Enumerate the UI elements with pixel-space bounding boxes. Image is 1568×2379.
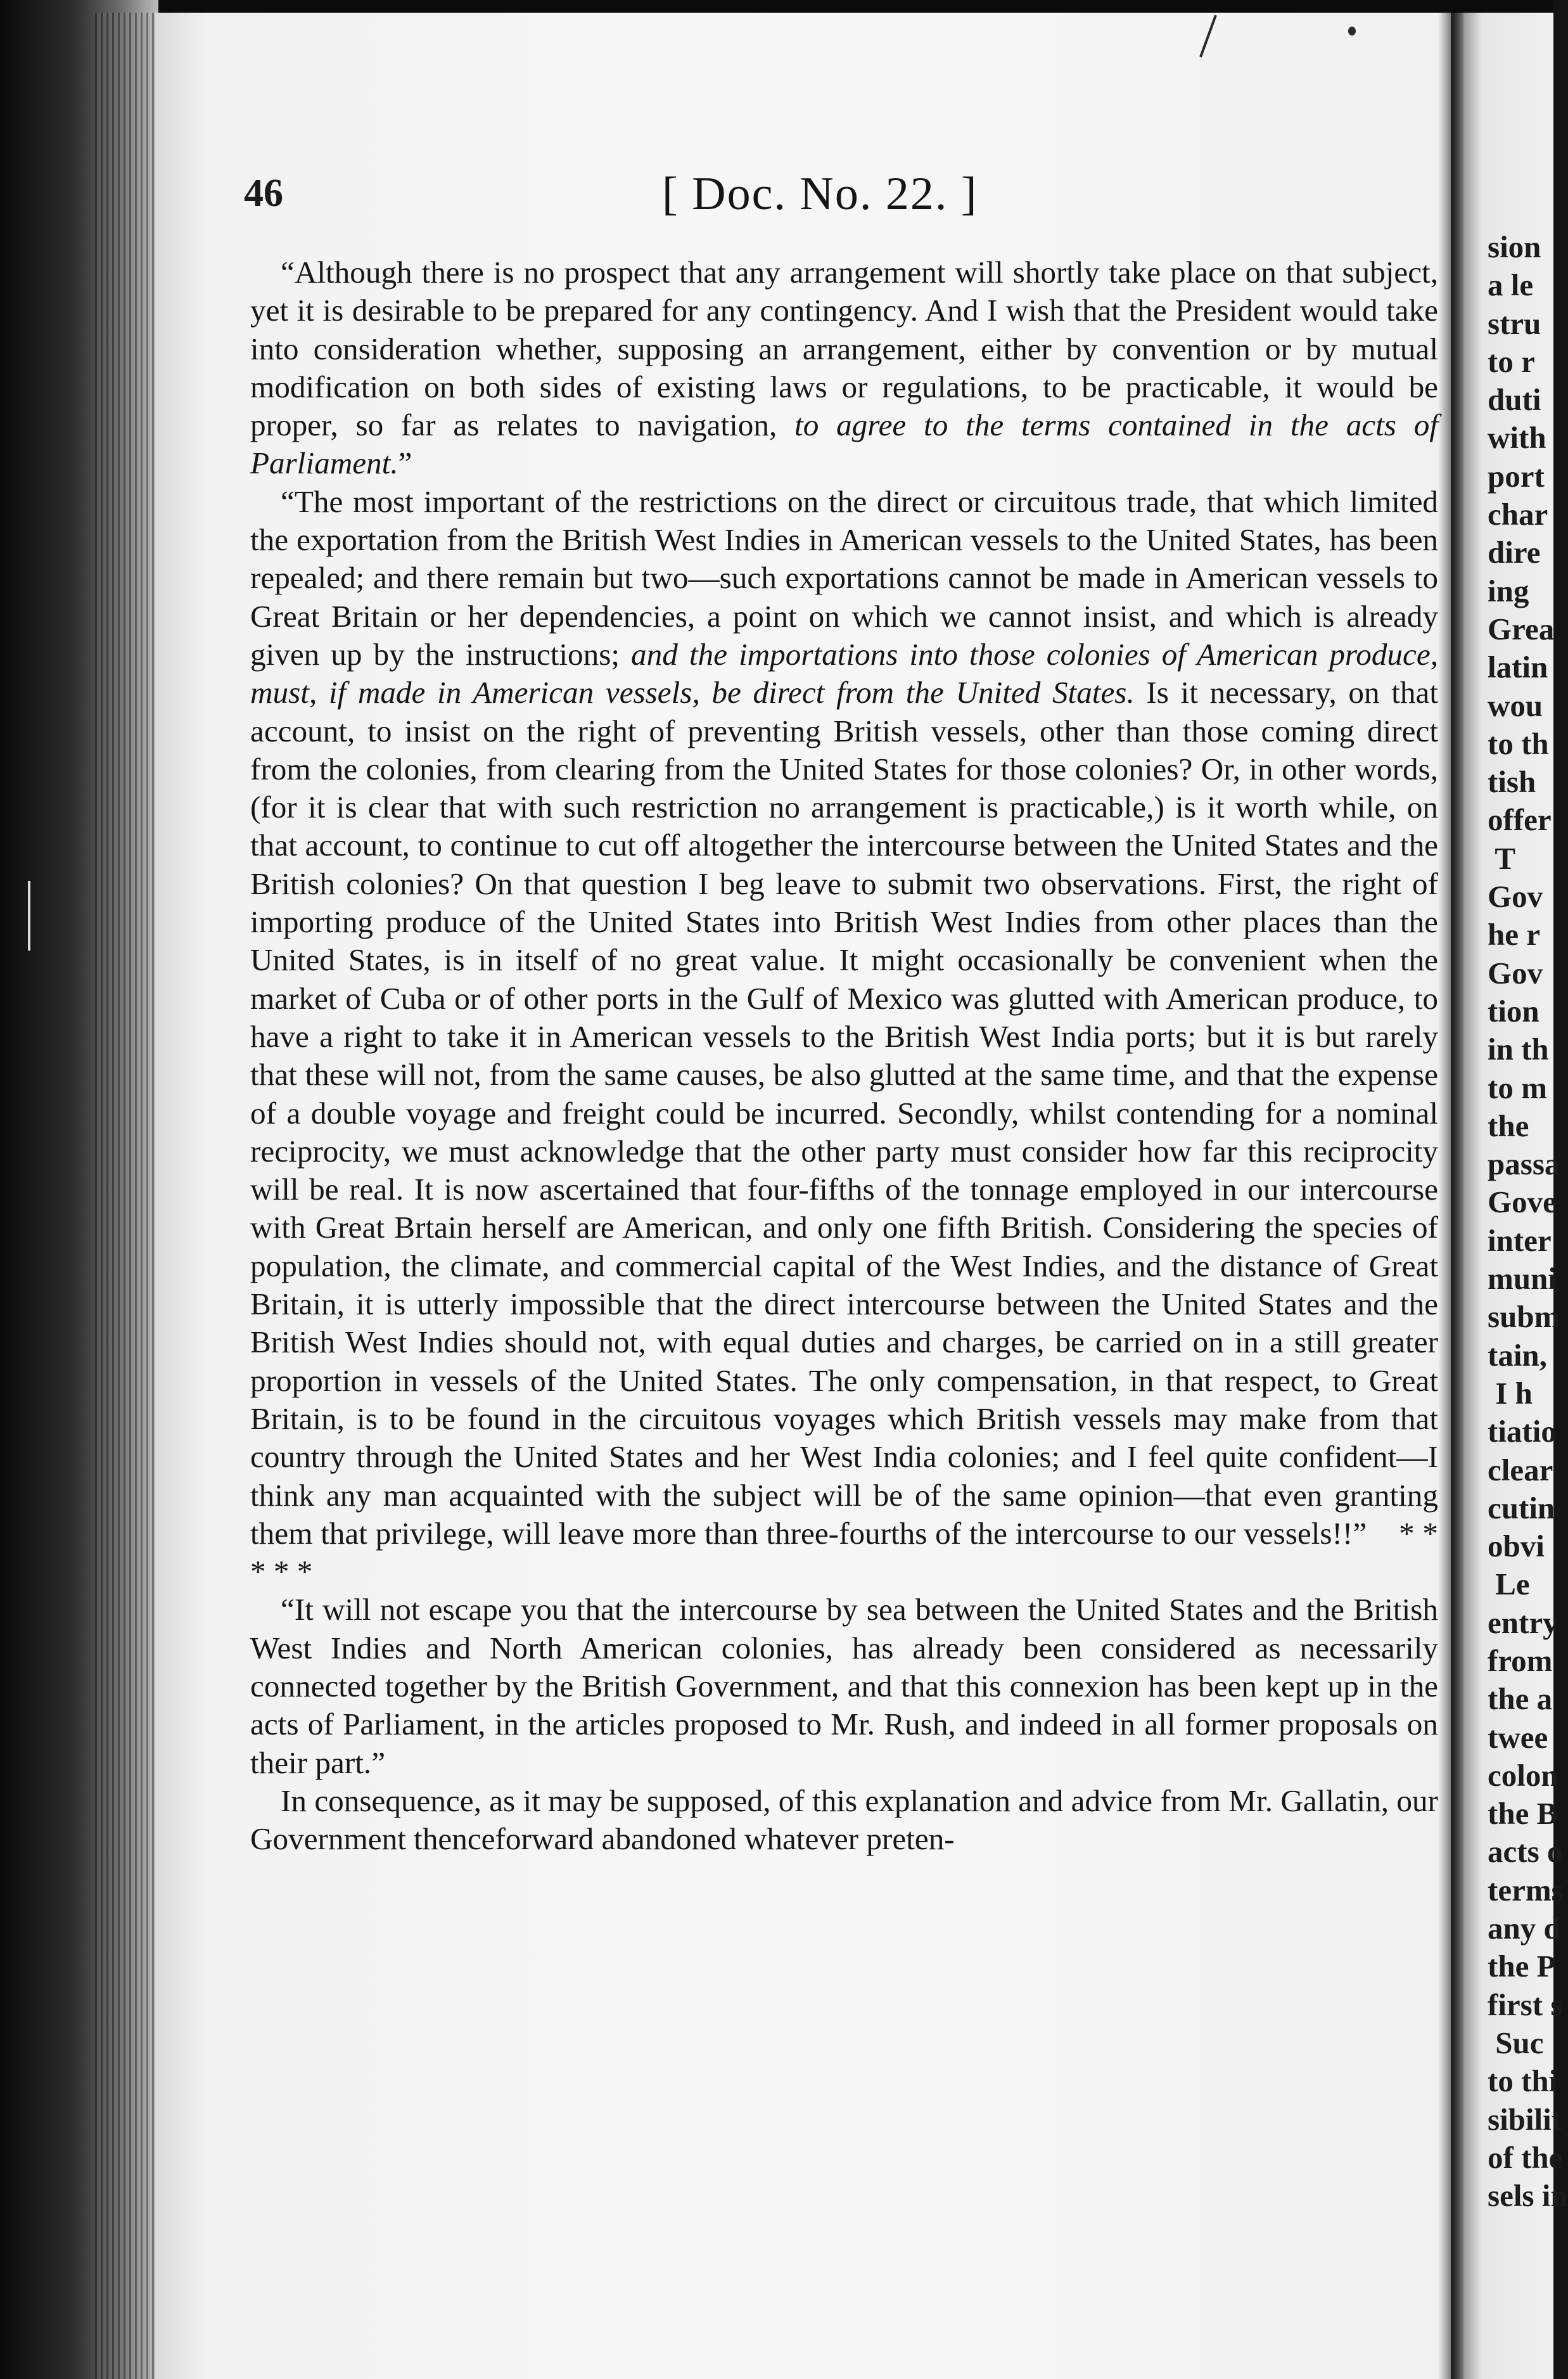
paragraph-1 [250, 253, 1438, 483]
paragraph-1-italic: to agree to the terms contained in the acts of Parliament. [250, 407, 1438, 481]
page-number: 46 [244, 172, 283, 215]
page-header [244, 168, 1448, 241]
paragraph-3: “It will not escape you that the intercourse by sea between the United States and the British West Indies and North American colonies, has already been considered as necessarily connected together by the British Government, and that this connexion has been kept up in the acts of Parliament, in the articles proposed to Mr. Rush, and indeed in all former proposals on their part.” [250, 1592, 1438, 1780]
paragraph-4: In consequence, as it may be supposed, of this explanation and advice from Mr. Gallatin, our Government thenceforward abandoned whatever preten- [250, 1783, 1438, 1857]
document-label: [ Doc. No. 22. ] [662, 168, 978, 220]
gutter-shadow [1438, 13, 1463, 2379]
facing-page-edge [1451, 13, 1568, 2379]
ellipsis-stars: * * * * * [250, 1515, 1439, 1589]
paragraph-1-text: “Although there is no prospect that any arrangement will shortly take place on that subject, yet it is desirable to be prepared for any contingency. And I wish that the President would take into consideration whether, supposing an arrangement, either by convention or by mutual modification on both sides of existing laws or regulations, to be practicable, it would be proper, so far as relates to navigation, [250, 255, 1438, 443]
scan-frame-top [0, 0, 1553, 13]
paragraph-2-text: “The most important of the restrictions on the direct or circuitous trade, that which limited the exportation from the British West Indies in American vessels to the United States, has been repealed; and there remain but two—such exportations cannot be made in American vessels to Great Britain or her dependencies, a point on which we cannot insist, and which is already given up by the instructions; [250, 484, 1438, 672]
paragraph-2 [250, 483, 1438, 1591]
body-text [250, 253, 1438, 1858]
page-edges-stack [95, 13, 158, 2379]
paragraph-1-close: ” [398, 446, 412, 481]
scan-mark [28, 881, 30, 951]
facing-page-text-fragments: sion a le stru to r duti with port char dire ing Grea latin wou to th tish offer T Gov he r Gov tion in th to m the passa Gove inter muni subm tain, I h tiatio clear cutin obvi Le entry from the a twee colon the B acts o terms any d the P first s Suc to thi sibilit of the sels in [1488, 229, 1568, 2214]
paragraph-2-italic: and the importations into those colonies of American produce, must, if made in American vessels, be direct from the United States. [250, 636, 1438, 710]
paragraph-2-continued: Is it necessary, on that account, to insist on the right of preventing British vessels, other than those coming direct from the colonies, from clearing from the United States for those colonies? Or, in other words, (for it is clear that with such restriction no arrangement is practicable,) is it worth while, on that account, to continue to cut off altogether the intercourse between the United States and the British colonies? On that question I beg leave to submit two observations. First, the right of importing produce of the United States into British West Indies from other places than the United States, is in itself of no great value. It might occasionally be convenient when the market of Cuba or of other ports in the Gulf of Mexico was glutted with American produce, to have a right to take it in American vessels to the British West India ports; but it is but rarely that these will not, from the same causes, be also glutted at the same time, and that the expense of a double voyage and freight could be incurred. Secondly, whilst contending for a nominal reciprocity, we must acknowledge that the other party must consider how far this reciprocity will be real. It is now ascertained that four-fifths of the tonnage employed in our intercourse with Great Brtain herself are American, and only one fifth British. Considering the species of population, the climate, and commercial capital of the West Indies, and the distance of Great Britain, it is utterly impossible that the direct intercourse between the United States and the British West Indies should not, with equal duties and charges, be carried on in a still greater proportion in vessels of the United States. The only compensation, in that respect, to Great Britain, is to be found in the circuitous voyages which British vessels may make from that country through the United States and her West India colonies; and I feel quite confident—I think any man acquainted with the subject will be of the same opinion—that even granting them that privilege, will leave more than three-fourths of the intercourse to our vessels!!” [250, 675, 1439, 1551]
scan-mark [1348, 27, 1356, 35]
